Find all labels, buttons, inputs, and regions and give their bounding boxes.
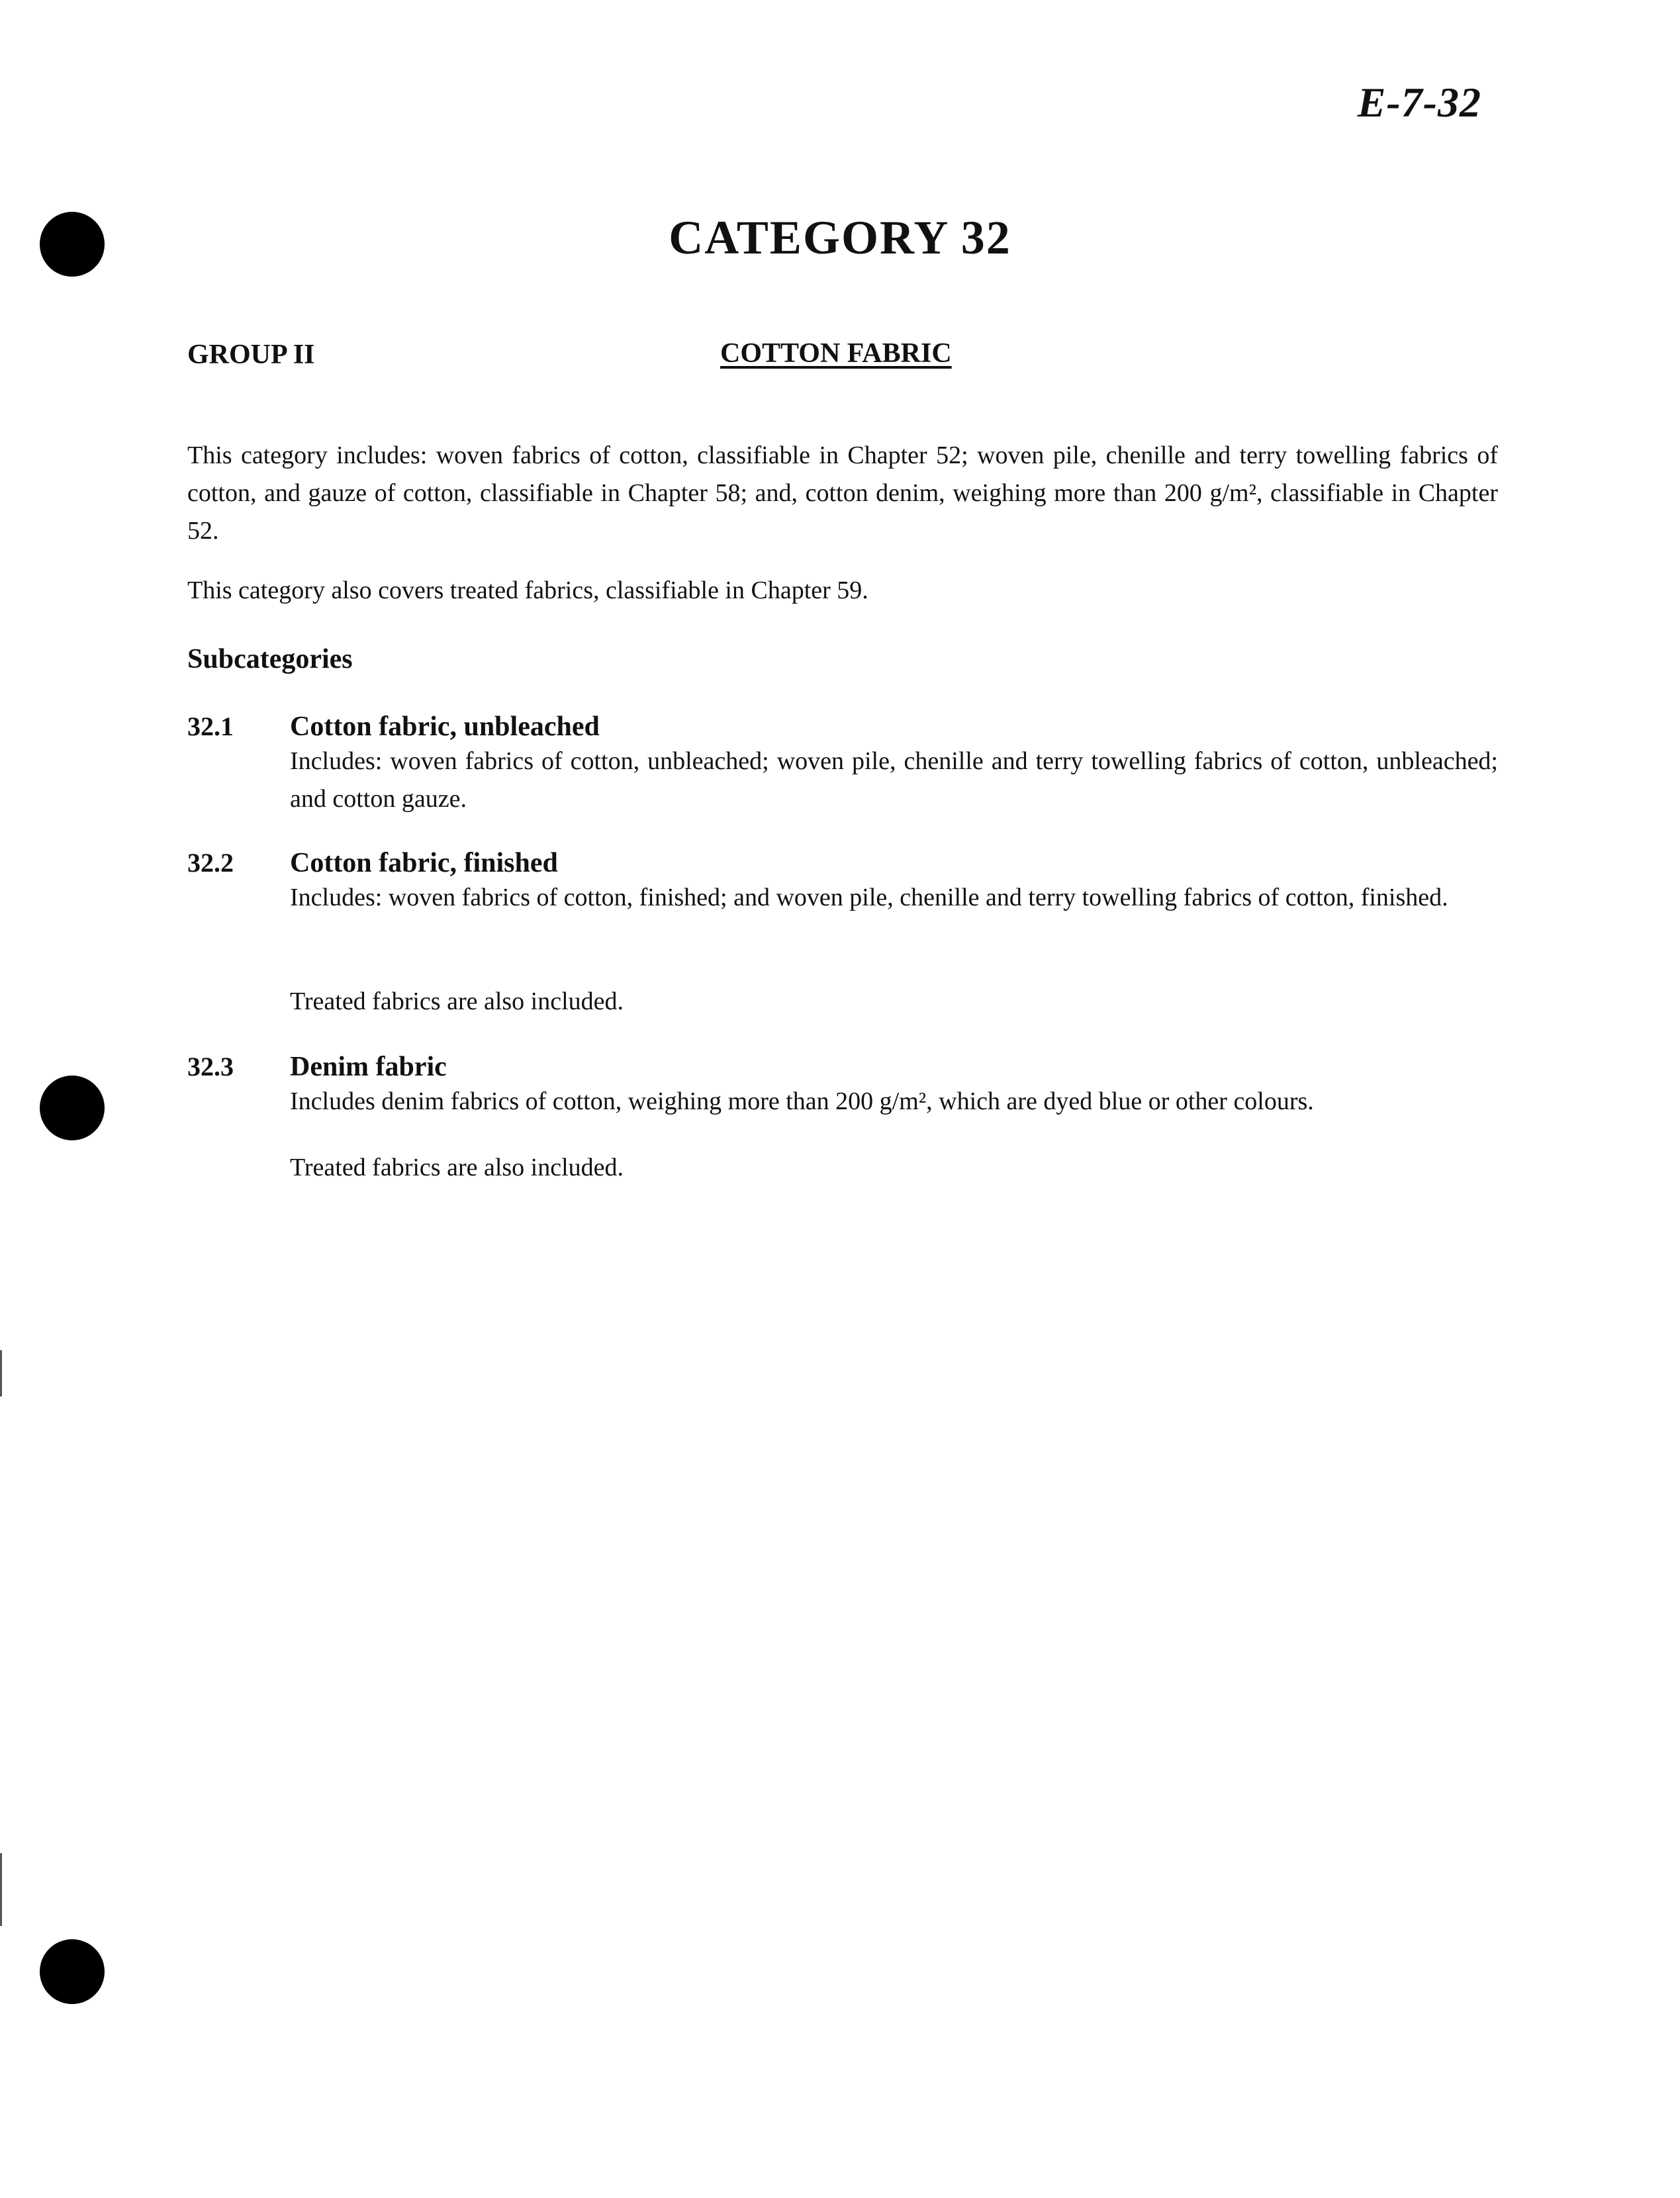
intro-paragraph: This category also covers treated fabrics, classifiable in Chapter 59.: [187, 576, 868, 604]
scan-mark: [0, 1350, 2, 1397]
subcategory-title: Cotton fabric, unbleached: [290, 711, 600, 742]
subcategory-description: Includes denim fabrics of cotton, weighing more than 200 g/m², which are dyed blue or other colours.: [290, 1087, 1314, 1115]
subcategory-number: 32.3: [187, 1052, 234, 1081]
scan-mark: [0, 1853, 2, 1926]
punch-hole-middle: [40, 1076, 105, 1140]
subcategory-number: 32.1: [187, 711, 234, 741]
punch-hole-bottom: [40, 1939, 105, 2004]
group-name: COTTON FABRIC: [720, 338, 952, 369]
subcategory-note: Treated fabrics are also included.: [290, 987, 624, 1015]
subcategory-title: Cotton fabric, finished: [290, 848, 558, 878]
page-title: CATEGORY 32: [669, 211, 1011, 264]
subcategories-heading: Subcategories: [187, 644, 353, 674]
group-label: GROUP II: [187, 340, 315, 370]
subcategory-description: Includes: woven fabrics of cotton, finished; and woven pile, chenille and terry towelling fabrics of cotton, finished.: [290, 884, 1448, 911]
page-number: E-7-32: [1357, 79, 1481, 126]
subcategory-number: 32.2: [187, 848, 234, 878]
intro-paragraph: This category includes: woven fabrics of cotton, classifiable in Chapter 52; woven pile, chenille and terry towelling fabrics of cotton, and gauze of cotton, classifiable in Chapter 58; and, cotton denim, weighing more than 200 g/m², classifiable in Chapter 52.: [187, 441, 1498, 545]
subcategory-note: Treated fabrics are also included.: [290, 1154, 624, 1181]
subcategory-description: Includes: woven fabrics of cotton, unbleached; woven pile, chenille and terry towelling fabrics of cotton, unbleached; and cotton gauze.: [290, 747, 1498, 813]
subcategory-title: Denim fabric: [290, 1052, 447, 1082]
